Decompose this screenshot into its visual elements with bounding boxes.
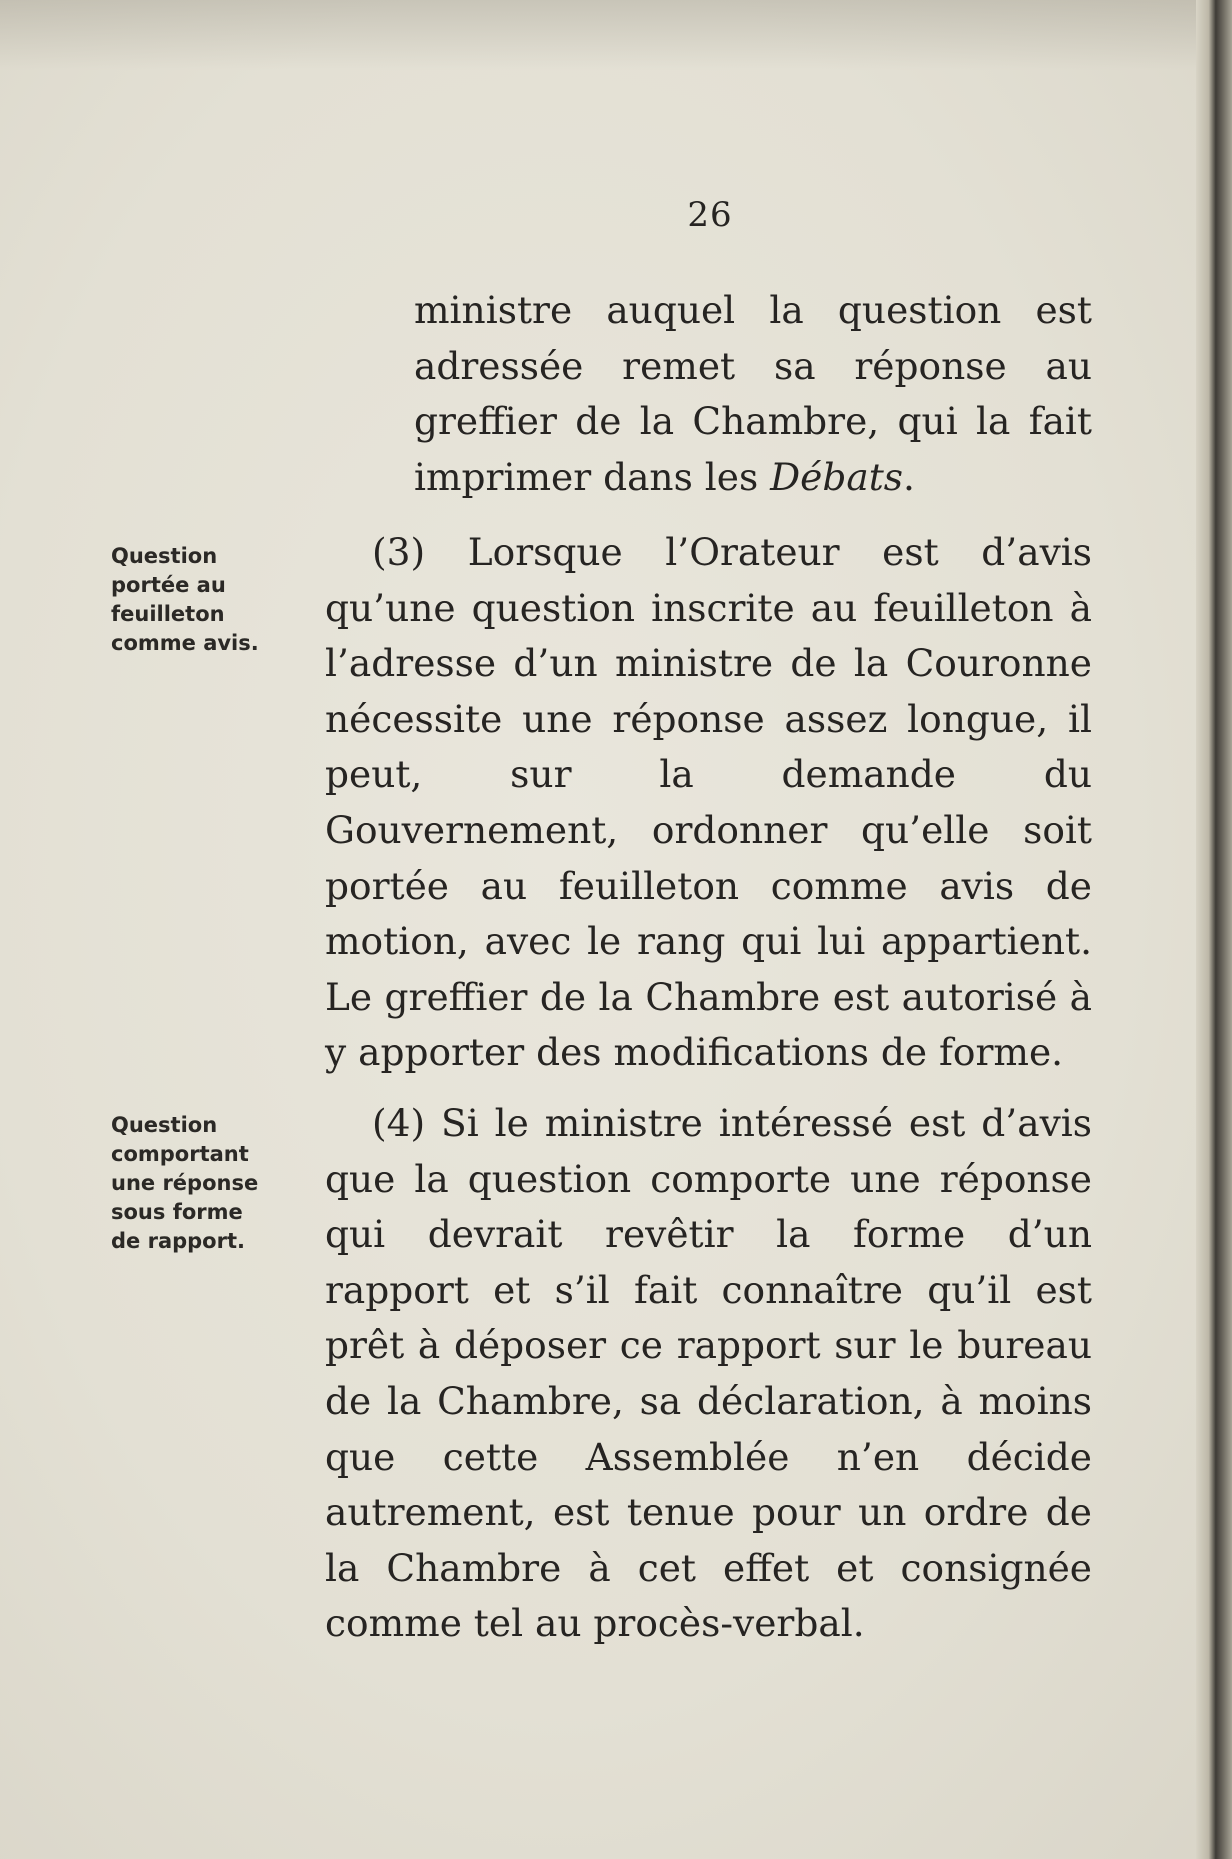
margin-note-rapport bbox=[111, 1111, 258, 1256]
page-top-shadow bbox=[0, 0, 1196, 70]
margin-note-line: Question bbox=[111, 1113, 218, 1137]
margin-note-line: portée au bbox=[111, 573, 226, 597]
paragraph-continuation-end: . bbox=[903, 454, 915, 499]
paragraph-continuation bbox=[414, 283, 1092, 505]
margin-note-avis bbox=[111, 542, 259, 658]
margin-note-line: feuilleton bbox=[111, 602, 225, 626]
paragraph-4: (4) Si le ministre intéressé est d’avis que la question comporte une réponse qui devrait revêtir la forme d’un rapport et s’il fait connaître qu’il est prêt à déposer ce rapport sur le bureau de la Chambre, sa déclaration, à moins que cette Assemblée n’en décide autrement, est tenue pour un ordre de la Chambre à cet effet et consignée comme tel au procès-verbal. bbox=[325, 1101, 1092, 1646]
margin-note-line: de rapport. bbox=[111, 1229, 245, 1253]
paragraph-continuation-text: ministre auquel la question est adressée remet sa réponse au greffier de la Chambre, qui la fait imprimer dans les bbox=[414, 288, 1092, 499]
margin-note-line: sous forme bbox=[111, 1200, 243, 1224]
margin-note-line: une réponse bbox=[111, 1171, 259, 1195]
book-binding-edge bbox=[1196, 0, 1232, 1859]
debats-title: Débats bbox=[770, 454, 904, 499]
page-number: 26 bbox=[687, 195, 733, 235]
margin-note-line: comme avis. bbox=[111, 631, 259, 655]
margin-note-line: comportant bbox=[111, 1142, 249, 1166]
paragraph-3: (3) Lorsque l’Orateur est d’avis qu’une question inscrite au feuilleton à l’adresse d’un ministre de la Couronne nécessite une réponse assez longue, il peut, sur la demande du Gouvernement, ordonner qu’elle soit portée au feuilleton comme avis de motion, avec le rang qui lui appartient. Le greffier de la Chambre est autorisé à y apporter des modifications de forme. bbox=[325, 530, 1092, 1075]
margin-note-line: Question bbox=[111, 544, 218, 568]
